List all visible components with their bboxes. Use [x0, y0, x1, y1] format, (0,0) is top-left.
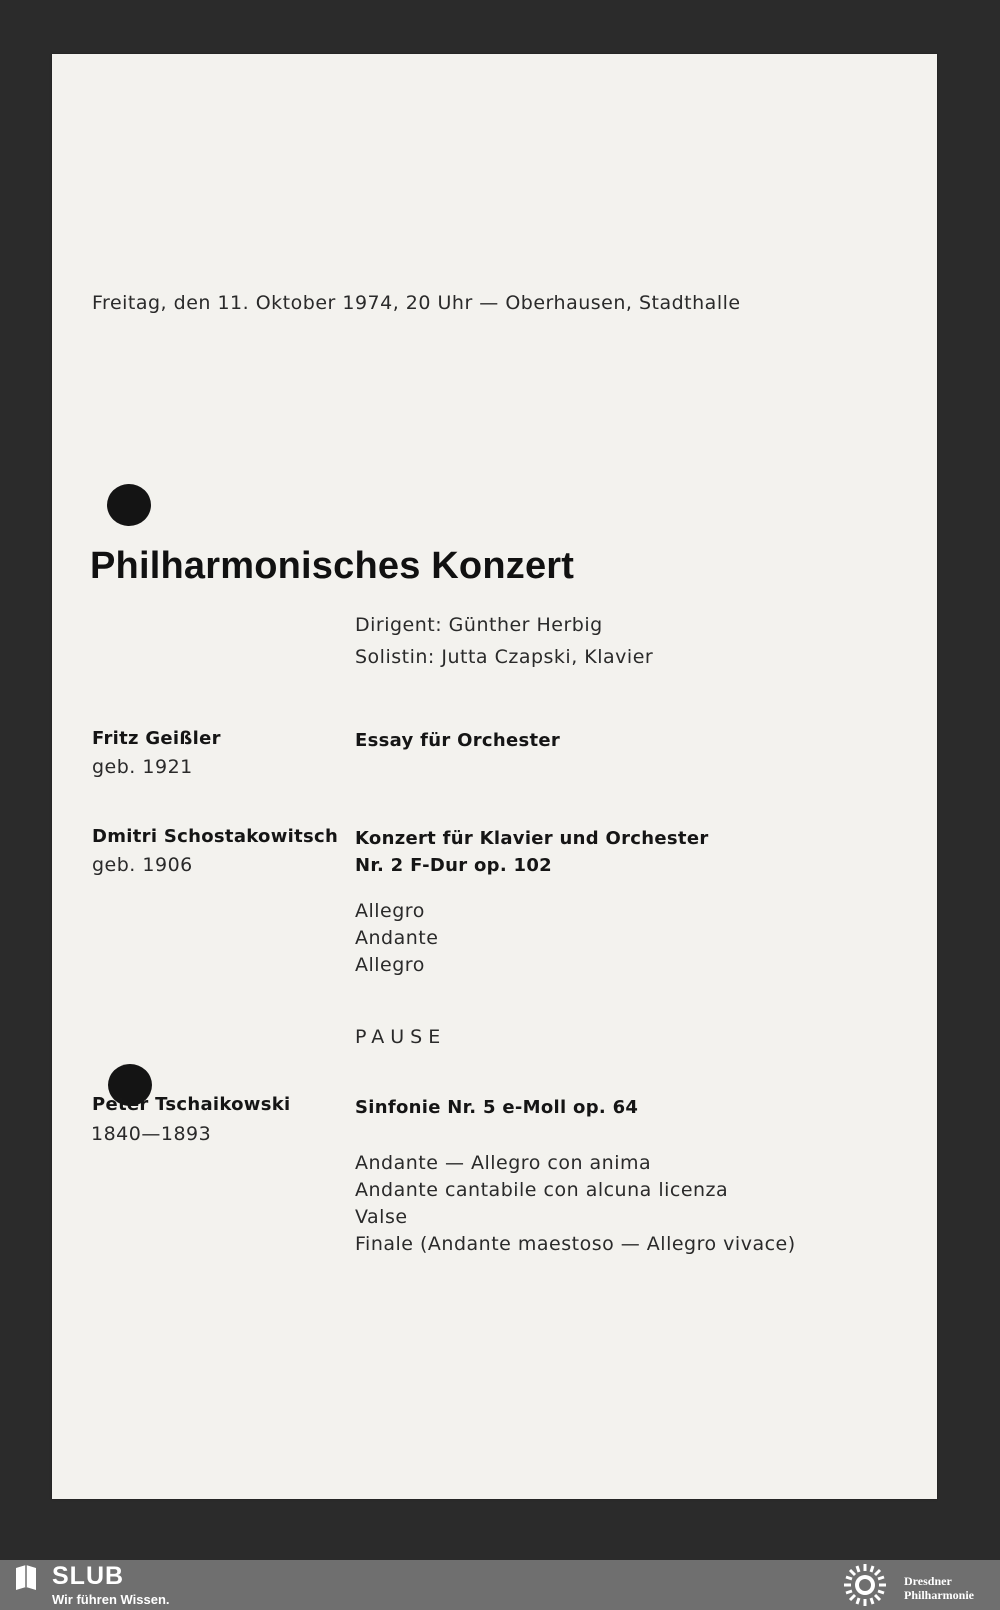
work-title-line2: Nr. 2 F-Dur op. 102	[355, 855, 553, 876]
composer-name: Fritz Geißler	[92, 728, 221, 749]
philharmonie-sunburst-icon	[842, 1562, 888, 1608]
conductor-line: Dirigent: Günther Herbig	[355, 614, 603, 636]
partner-name-line1: Dresdner	[904, 1574, 952, 1588]
composer-name: Peter Tschaikowski	[92, 1094, 291, 1115]
partner-name-line2: Philharmonie	[904, 1588, 975, 1602]
composer-dates: 1840—1893	[91, 1123, 212, 1145]
movement: Finale (Andante maestoso — Allegro vivace)	[355, 1233, 796, 1255]
library-name: SLUB	[52, 1562, 125, 1590]
movement: Andante cantabile con alcuna licenza	[355, 1179, 729, 1201]
work-title: Sinfonie Nr. 5 e-Moll op. 64	[355, 1097, 639, 1118]
intermission: PAUSE	[355, 1026, 447, 1048]
composer-dates: geb. 1921	[92, 756, 193, 778]
movement: Allegro	[355, 954, 425, 976]
movement: Andante — Allegro con anima	[355, 1152, 652, 1174]
work-title: Konzert für Klavier und Orchester	[355, 828, 709, 849]
concert-title: Philharmonisches Konzert	[90, 545, 575, 587]
movement: Allegro	[355, 900, 425, 922]
movement: Valse	[355, 1206, 408, 1228]
punch-hole	[107, 484, 151, 526]
library-tagline: Wir führen Wissen.	[52, 1592, 170, 1607]
work-title: Essay für Orchester	[355, 730, 561, 751]
soloist-line: Solistin: Jutta Czapski, Klavier	[355, 646, 654, 668]
partner-name	[904, 1574, 974, 1602]
movement: Andante	[355, 927, 439, 949]
composer-name: Dmitri Schostakowitsch	[92, 826, 339, 847]
composer-dates: geb. 1906	[92, 854, 193, 876]
slub-book-icon	[14, 1564, 38, 1592]
date-line: Freitag, den 11. Oktober 1974, 20 Uhr — Oberhausen, Stadthalle	[92, 292, 741, 314]
